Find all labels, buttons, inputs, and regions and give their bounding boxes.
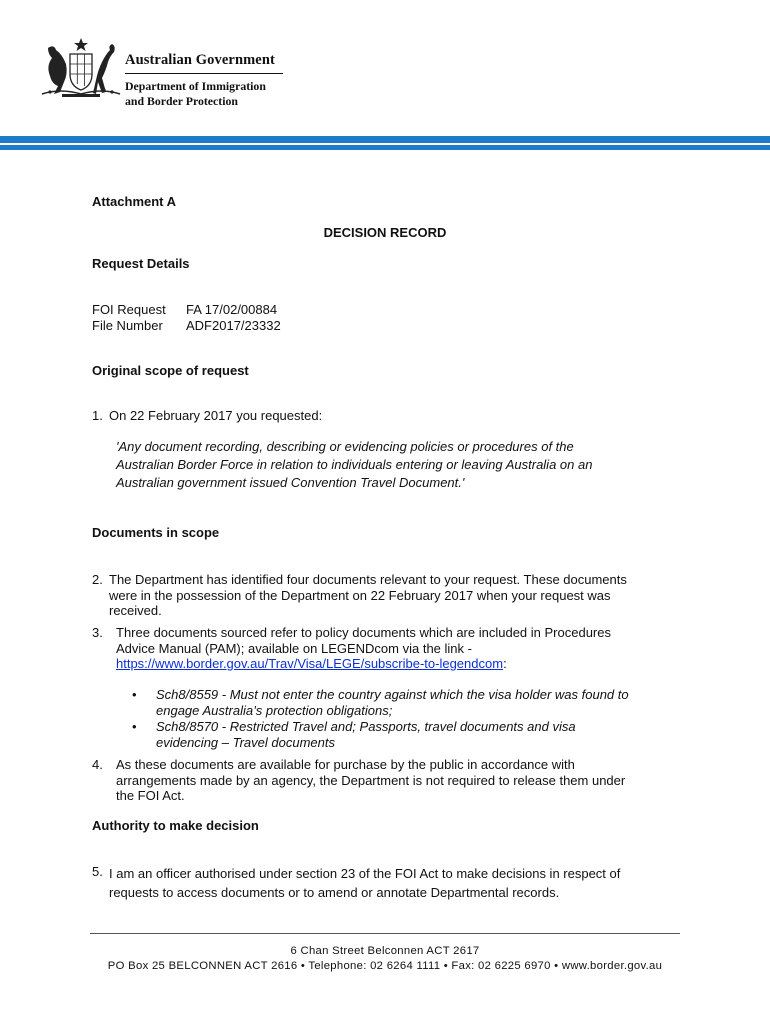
department-line-1: Department of Immigration	[125, 79, 266, 93]
quote-line: Australian Border Force in relation to individuals entering or leaving Australia on an	[116, 457, 593, 472]
document-title: DECISION RECORD	[323, 225, 447, 240]
paragraph-number-5: 5.	[92, 864, 103, 879]
bullet-item-sch8-8570	[156, 719, 696, 750]
organisation-block	[125, 52, 283, 108]
foi-request-label: FOI Request	[92, 302, 166, 317]
paragraph-line: As these documents are available for purchase by the public in accordance with	[116, 757, 575, 772]
department-line-2: and Border Protection	[125, 93, 238, 108]
documents-in-scope-heading: Documents in scope	[92, 525, 220, 540]
bullet-line: Sch8/8559 - Must not enter the country against which the visa holder was found to	[156, 687, 629, 702]
paragraph-3-text	[116, 625, 696, 672]
paragraph-line: The Department has identified four documents relevant to your request. These documents	[109, 572, 627, 587]
bullet-line: Sch8/8570 - Restricted Travel and; Passports, travel documents and visa	[156, 719, 576, 734]
bullet-icon: •	[132, 687, 137, 702]
attachment-label: Attachment A	[92, 194, 177, 209]
footer-contact: PO Box 25 BELCONNEN ACT 2616 • Telephone: 02 6264 1111 • Fax: 02 6225 6970 • www.border.gov.au	[107, 960, 663, 972]
paragraph-number-3: 3.	[92, 625, 103, 640]
file-number-value: ADF2017/23332	[186, 318, 281, 333]
paragraph-line: received.	[109, 603, 162, 618]
paragraph-line: requests to access documents or to amend or annotate Departmental records.	[109, 885, 560, 900]
government-name: Australian Government	[125, 52, 275, 68]
org-divider	[125, 73, 283, 74]
footer-address: 6 Chan Street Belconnen ACT 2617	[290, 945, 480, 957]
paragraph-line: Advice Manual (PAM); available on LEGENDcom via the link -	[116, 640, 472, 656]
header-band	[0, 136, 770, 150]
legendcom-link[interactable]: https://www.border.gov.au/Trav/Visa/LEGE/subscribe-to-legendcom	[116, 656, 504, 671]
link-suffix: :	[503, 656, 507, 671]
request-details-heading: Request Details	[92, 256, 190, 271]
bullet-line: engage Australia’s protection obligations;	[156, 702, 393, 718]
authority-heading: Authority to make decision	[92, 818, 259, 833]
footer-divider	[90, 933, 680, 934]
request-quote	[116, 438, 676, 492]
foi-request-value: FA 17/02/00884	[186, 302, 278, 317]
paragraph-number-4: 4.	[92, 757, 103, 772]
bullet-line: evidencing – Travel documents	[156, 734, 335, 750]
original-scope-heading: Original scope of request	[92, 363, 249, 378]
paragraph-5-text	[109, 864, 689, 902]
paragraph-line: were in the possession of the Department on 22 February 2017 when your request was	[109, 587, 611, 603]
file-number-label: File Number	[92, 318, 163, 333]
paragraph-line: Three documents sourced refer to policy documents which are included in Procedures	[116, 625, 611, 640]
paragraph-1-text: On 22 February 2017 you requested:	[109, 408, 323, 423]
bullet-item-sch8-8559	[156, 687, 696, 718]
paragraph-4-text	[116, 757, 696, 804]
paragraph-line: the FOI Act.	[116, 788, 185, 803]
quote-line: 'Any document recording, describing or evidencing policies or procedures of the	[116, 439, 574, 454]
quote-line: Australian government issued Convention Travel Document.'	[116, 475, 465, 490]
paragraph-number-1: 1.	[92, 408, 103, 423]
paragraph-2-text	[109, 572, 689, 619]
coat-of-arms-icon	[40, 36, 122, 100]
paragraph-line: I am an officer authorised under section 23 of the FOI Act to make decisions in respect of	[109, 866, 621, 881]
bullet-icon: •	[132, 719, 137, 734]
paragraph-number-2: 2.	[92, 572, 103, 587]
paragraph-line: arrangements made by an agency, the Department is not required to release them under	[116, 772, 626, 788]
